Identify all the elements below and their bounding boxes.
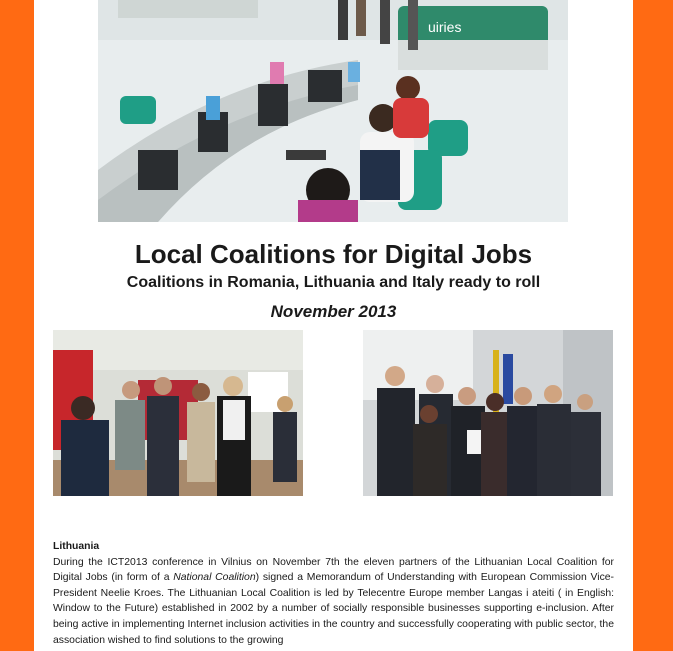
- paragraph-text-part1: During the ICT2013 conference in Vilnius on November 7th the eleven partners of the Lithuanian Local Coalition for Digital Jobs (in form of a: [53, 556, 614, 584]
- signing-photo: [363, 330, 613, 496]
- issue-date: November 2013: [270, 302, 397, 321]
- page-title: Local Coalitions for Digital Jobs: [134, 239, 533, 269]
- article-body: [53, 539, 614, 648]
- hero-photo: [98, 0, 568, 222]
- article-paragraph: [53, 555, 614, 649]
- page-subtitle: Coalitions in Romania, Lithuania and Italy ready to roll: [126, 274, 541, 291]
- section-title: Lithuania: [53, 541, 100, 552]
- paragraph-emphasis: National Coalition: [173, 572, 256, 584]
- article-header: [34, 238, 633, 324]
- paragraph-text-part2: ) signed a Memorandum of Understanding with European Commission Vice-President Neelie Kroes. The Lithuanian Local Coalition is led by Telecentre Europe member Langas i ateiti ( in English: Window to the Future) established in 2002 by a number of socially responsible businesses supporting e-inclusion. After being active in implementing Internet inclusion activities in the country and successfully cooperating with public sector, the association wished to find solutions to the growing: [53, 572, 614, 646]
- ceremony-photo: [53, 330, 303, 496]
- hero-sign-text: uiries: [428, 19, 462, 35]
